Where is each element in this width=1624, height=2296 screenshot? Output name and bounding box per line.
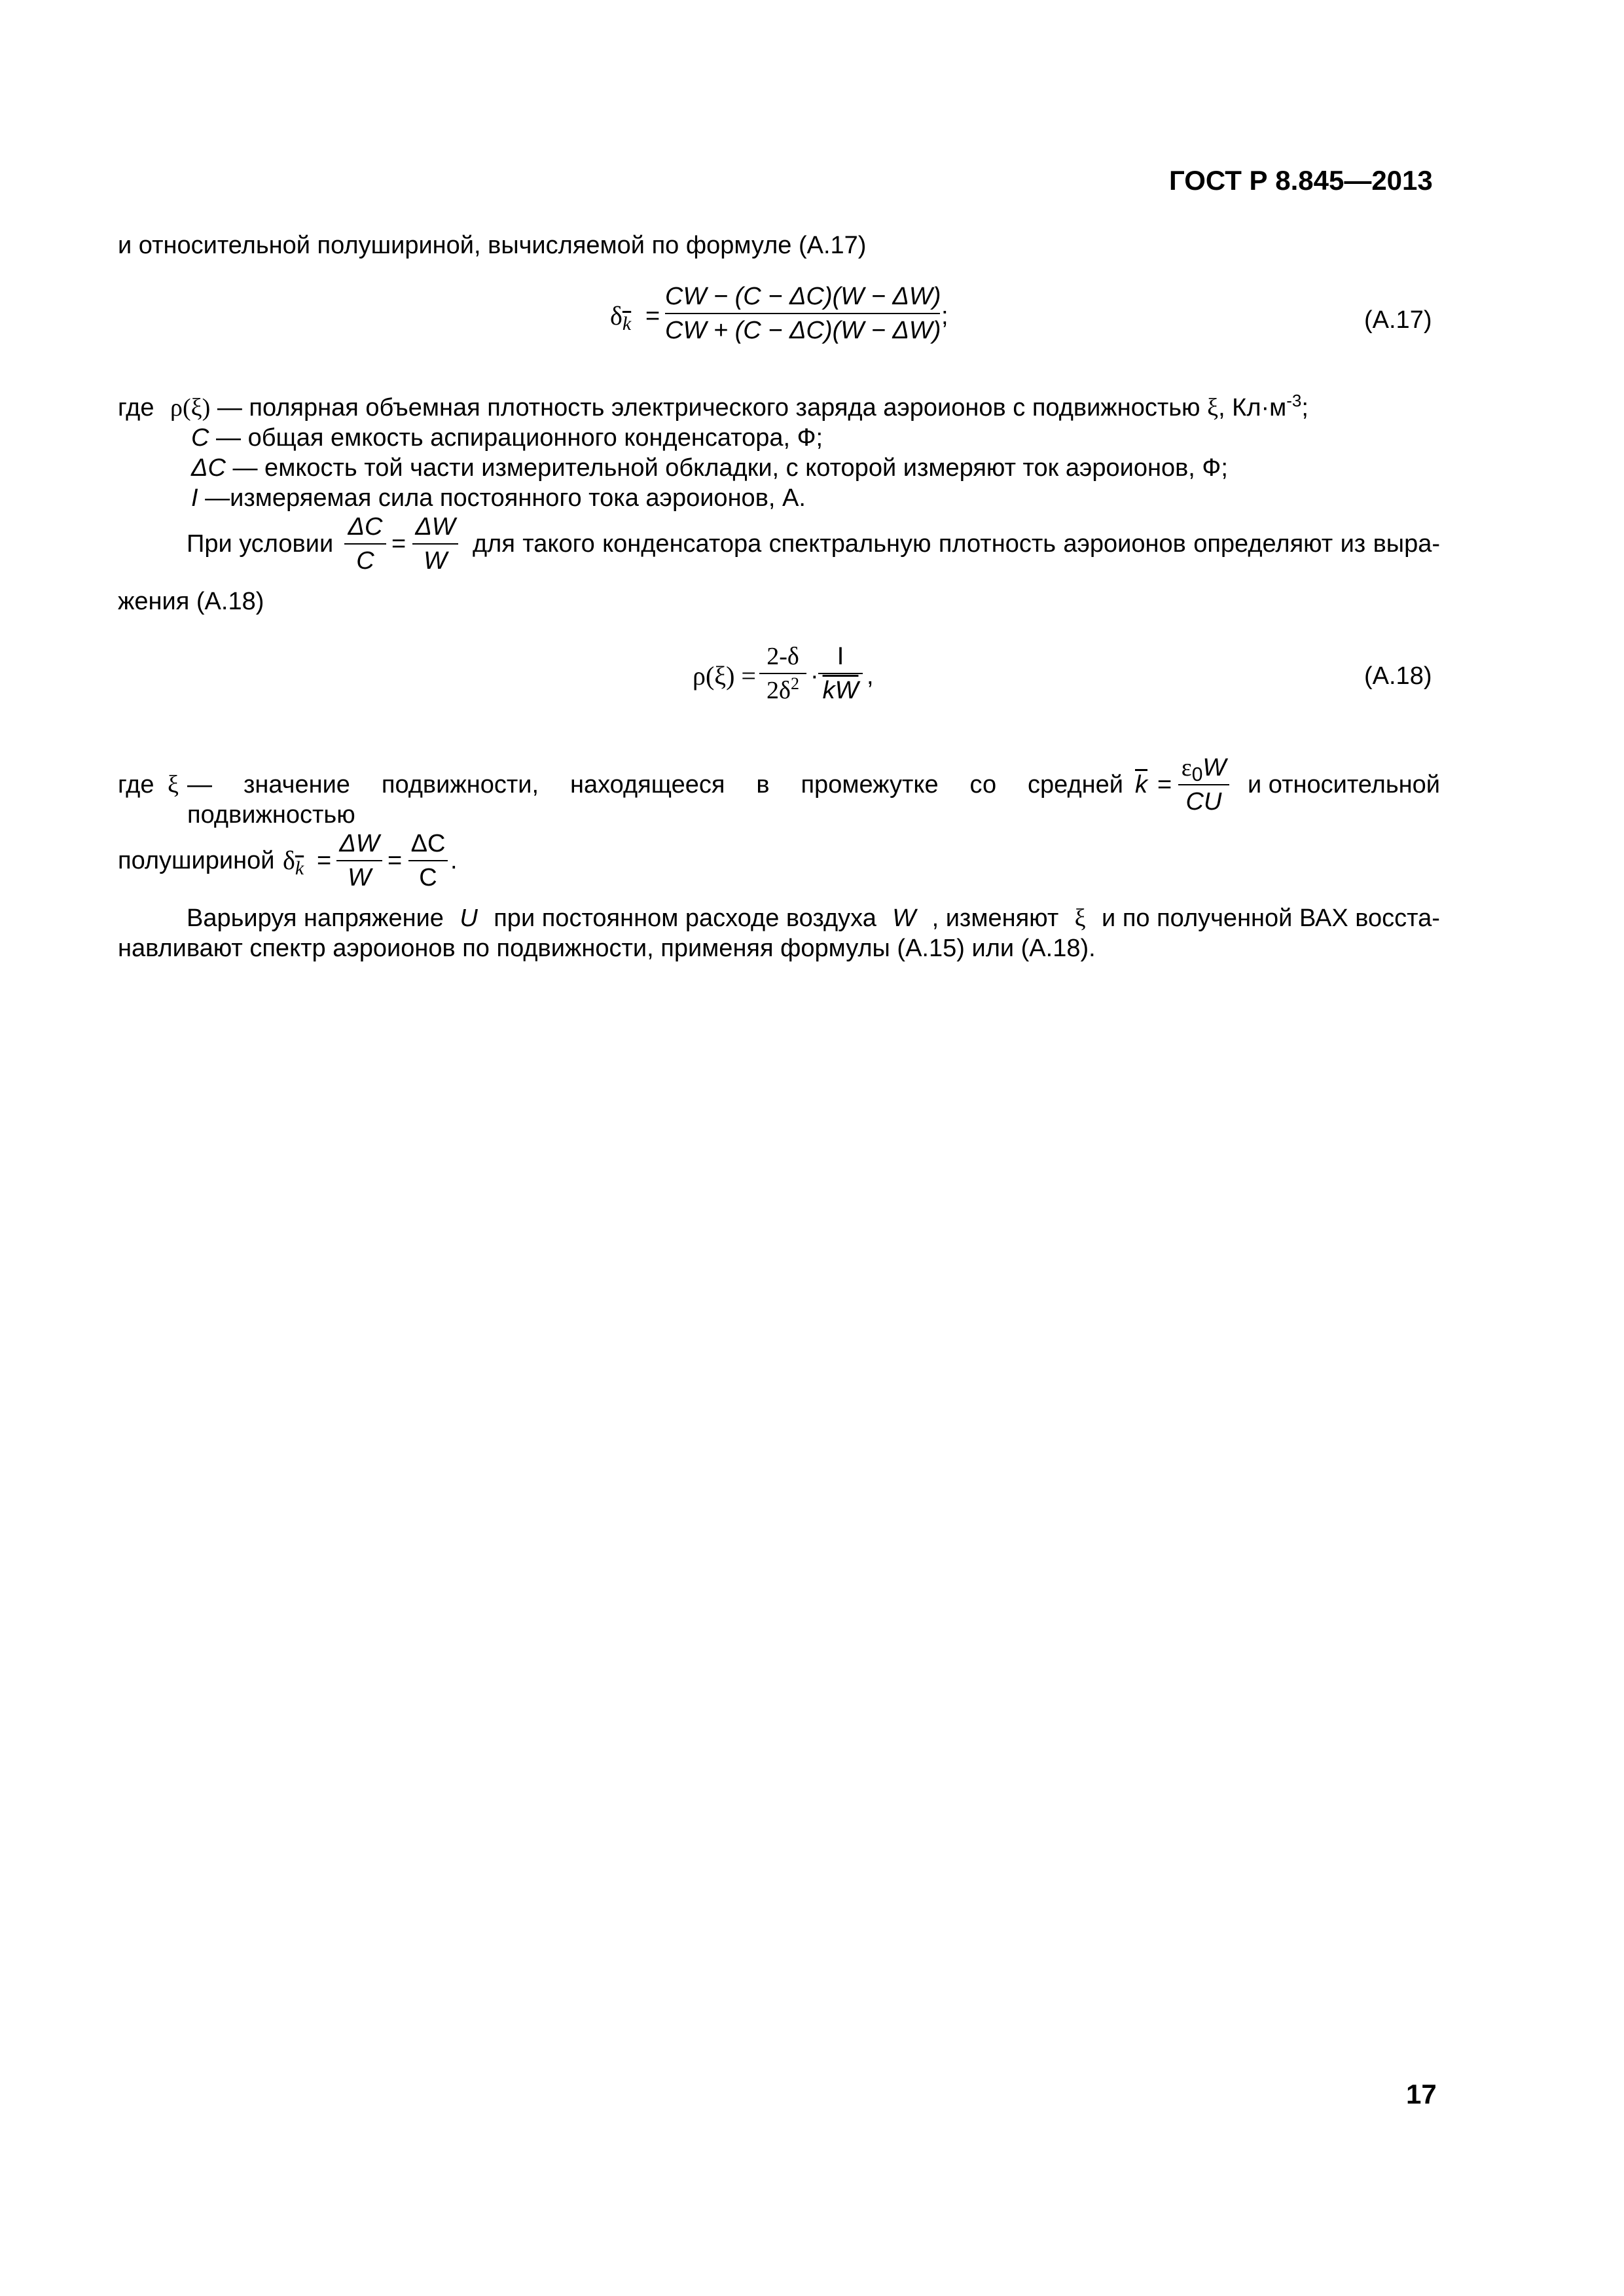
- page-number: 17: [1406, 2079, 1437, 2109]
- airflow-w: W: [892, 905, 916, 932]
- def-c: [191, 423, 823, 453]
- rho-definition: — полярная объемная плотность электрического заряда аэроионов с подвижностью: [217, 394, 1200, 422]
- document-code: ГОСТ Р 8.845—2013: [1169, 165, 1433, 196]
- dc-symbol: ΔC: [191, 454, 226, 482]
- halfwidth-text: полушириной: [118, 847, 275, 874]
- final-paragraph-line1: Варьируя напряжение U при постоянном расходе воздуха W , изменяют ξ и по полученной ВАХ восста-: [187, 905, 1440, 932]
- delta-symbol: δ: [610, 301, 623, 331]
- multiply-dot: ·: [810, 662, 819, 690]
- rho-lhs: ρ(ξ) =: [693, 661, 756, 691]
- halfwidth-equals-2: =: [388, 847, 403, 874]
- where-equals: =: [1157, 771, 1172, 798]
- i-symbol: I: [191, 484, 198, 512]
- equation-a17: [0, 281, 1624, 360]
- unit: , Кл·м: [1218, 394, 1287, 422]
- fraction-dw-w: ΔW W: [412, 512, 458, 576]
- condition-equals: =: [391, 530, 406, 558]
- equation-trail: ,: [867, 662, 874, 690]
- c-definition: — общая емкость аспирационного конденсатора, Ф;: [216, 424, 823, 452]
- def-dc: [191, 453, 1228, 483]
- def-rho: где ρ(ξ) — полярная объемная плотность электрического заряда аэроионов с подвижностью ξ, $Кл\cdot м^{-3}$;: [118, 391, 1308, 422]
- xi-symbol: ξ: [1207, 394, 1219, 422]
- fraction-denominator: CW + (C − ΔC)(W − ΔW): [665, 317, 941, 344]
- equation-a18: [0, 641, 1624, 720]
- halfwidth-delta: $\delta_{\overline{k}}$: [283, 846, 304, 879]
- k-bar-subscript: k: [622, 313, 632, 334]
- where-tail: и относительной: [1248, 771, 1440, 798]
- equation-trail: ;: [941, 302, 948, 330]
- equals-sign: =: [645, 302, 660, 330]
- dc-definition: — емкость той части измерительной обкладки, с которой измеряют ток аэроионов, Ф;: [232, 454, 1228, 482]
- where-text: — значение подвижности, находящееся в промежутке со средней подвижностью: [187, 771, 1123, 829]
- equation-label-a18: (А.18): [1364, 662, 1432, 690]
- fraction-a17: [665, 281, 940, 346]
- equation-label-a17: (А.17): [1364, 306, 1432, 334]
- fraction-2-delta: 2-δ $2\delta^2$: [759, 641, 806, 706]
- fraction-bar: [665, 313, 940, 314]
- condition-continuation: жения (А.18): [118, 588, 264, 615]
- where-lead: где: [118, 771, 154, 798]
- xi-symbol: ξ: [1074, 905, 1086, 932]
- halfwidth-equals: =: [317, 847, 332, 874]
- c-symbol: C: [191, 424, 209, 452]
- halfwidth-trail: .: [450, 847, 458, 874]
- mean-mobility-k: $\overline{k}$: [1135, 771, 1147, 798]
- rho-symbol: ρ(ξ): [170, 394, 211, 422]
- unit-exponent: -3: [1286, 391, 1302, 410]
- final-paragraph-line2: навливают спектр аэроионов по подвижности, применяя формулы (А.15) или (А.18).: [118, 935, 1096, 962]
- fraction-dc-c-2: ΔC C: [408, 829, 448, 893]
- fraction-dc-c: ΔC C: [344, 512, 386, 576]
- i-definition: —измеряемая сила постоянного тока аэроионов, А.: [205, 484, 806, 512]
- condition-text: для такого конденсатора спектральную плотность аэроионов определяют из выра-: [473, 530, 1440, 558]
- fraction-i-kw: $\frac{I}{kW}$: [818, 641, 863, 706]
- xi-symbol: ξ: [168, 771, 179, 798]
- def-lead: где: [118, 394, 154, 422]
- fraction-eps-w-cu: $\varepsilon_0W$ CU: [1178, 753, 1229, 817]
- voltage-u: U: [460, 905, 478, 932]
- def-i: [191, 483, 806, 513]
- fraction-numerator: CW − (C − ΔC)(W − ΔW): [665, 283, 941, 310]
- condition-lead: При условии: [187, 530, 334, 558]
- intro-line: и относительной полушириной, вычисляемой по формуле (А.17): [118, 232, 867, 259]
- fraction-dw-w-2: ΔW W: [336, 829, 382, 893]
